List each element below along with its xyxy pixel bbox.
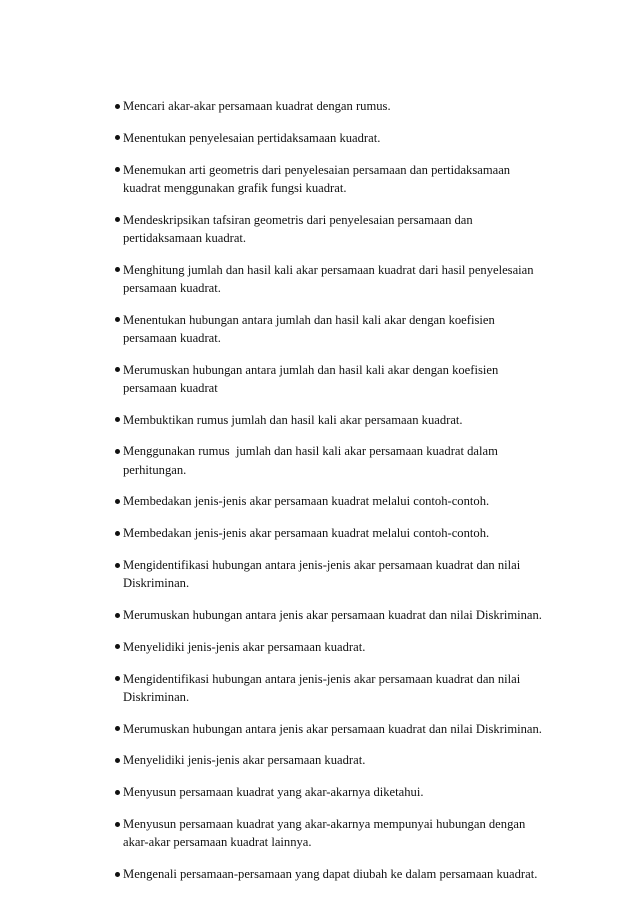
list-item [0,311,638,347]
bullet-icon [115,613,120,618]
list-item-text: Merumuskan hubungan antara jenis akar persamaan kuadrat dan nilai Diskriminan. [123,721,542,736]
bullet-icon [115,872,120,877]
bullet-icon [115,822,120,827]
bullet-icon [115,790,120,795]
objectives-bullet-list [0,97,638,897]
list-item-text: Membedakan jenis-jenis akar persamaan kuadrat melalui contoh-contoh. [123,494,490,509]
list-item-text: Mengidentifikasi hubungan antara jenis-jenis akar persamaan kuadrat dan nilai Diskriminan. [123,671,524,704]
bullet-icon [115,267,120,272]
list-item [0,638,638,656]
list-item [0,97,638,115]
bullet-icon [115,531,120,536]
list-item [0,161,638,197]
bullet-icon [115,367,120,372]
list-item-text: Merumuskan hubungan antara jumlah dan hasil kali akar dengan koefisien persamaan kuadrat [123,362,502,395]
list-item [0,411,638,429]
list-item-text: Menyusun persamaan kuadrat yang akar-akarnya diketahui. [123,785,424,800]
list-item-text: Menghitung jumlah dan hasil kali akar persamaan kuadrat dari hasil penyelesaian persamaan kuadrat. [123,262,537,295]
bullet-icon [115,104,120,109]
bullet-icon [115,417,120,422]
bullet-icon [115,167,120,172]
list-item-text: Mengidentifikasi hubungan antara jenis-jenis akar persamaan kuadrat dan nilai Diskriminan. [123,557,524,591]
bullet-icon [115,676,120,681]
list-item [0,556,638,592]
list-item-text: Membuktikan rumus jumlah dan hasil kali akar persamaan kuadrat. [123,412,463,427]
list-item-text: Menyusun persamaan kuadrat yang akar-akarnya mempunyai hubungan dengan akar-akar persamaan kuadrat lainnya. [123,816,529,850]
list-item-text: Menemukan arti geometris dari penyelesaian persamaan dan pertidaksamaan kuadrat menggunakan grafik fungsi kuadrat. [123,162,514,195]
list-item [0,261,638,297]
bullet-icon [115,449,120,454]
list-item [0,606,638,624]
list-item [0,670,638,706]
list-item [0,211,638,247]
list-item-text: Merumuskan hubungan antara jenis akar persamaan kuadrat dan nilai Diskriminan. [123,607,542,622]
bullet-icon [115,317,120,322]
list-item-text: Membedakan jenis-jenis akar persamaan kuadrat melalui contoh-contoh. [123,526,490,541]
list-item-text: Mencari akar-akar persamaan kuadrat dengan rumus. [123,99,391,113]
bullet-icon [115,644,120,649]
list-item [0,751,638,769]
bullet-icon [115,135,120,140]
bullet-icon [115,758,120,763]
list-item [0,129,638,147]
list-item [0,783,638,801]
list-item [0,442,638,478]
list-item [0,361,638,397]
list-item-text: Menyelidiki jenis-jenis akar persamaan kuadrat. [123,639,366,654]
list-item [0,524,638,542]
bullet-icon [115,217,120,222]
bullet-icon [115,499,120,504]
list-item [0,865,638,883]
list-item-text: Mengenali persamaan-persamaan yang dapat diubah ke dalam persamaan kuadrat. [123,866,538,881]
list-item [0,492,638,510]
list-item-text: Menentukan hubungan antara jumlah dan hasil kali akar dengan koefisien persamaan kuadrat. [123,312,498,345]
list-item-text: Menyelidiki jenis-jenis akar persamaan kuadrat. [123,753,366,768]
bullet-icon [115,726,120,731]
list-item-text: Menggunakan rumus jumlah dan hasil kali akar persamaan kuadrat dalam perhitungan. [123,444,502,477]
list-item-text: Menentukan penyelesaian pertidaksamaan kuadrat. [123,130,381,145]
list-item [0,815,638,851]
list-item [0,720,638,738]
bullet-icon [115,563,120,568]
list-item-text: Mendeskripsikan tafsiran geometris dari penyelesaian persamaan dan pertidaksamaan kuadrat. [123,212,476,245]
